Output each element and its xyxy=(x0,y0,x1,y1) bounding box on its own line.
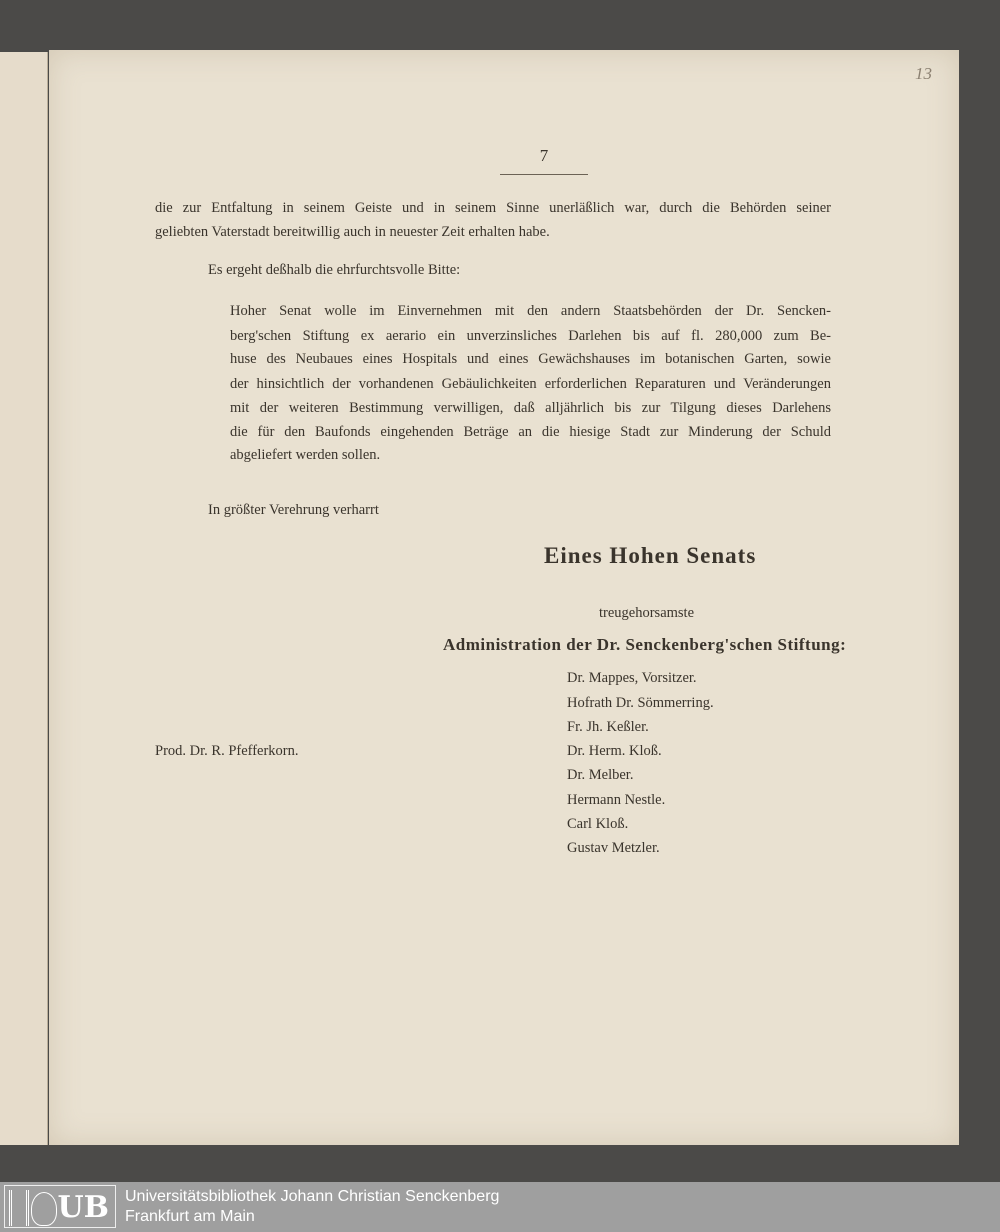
prod-line: Prod. Dr. R. Pfefferkorn. xyxy=(155,743,299,759)
signatory: Carl Kloß. xyxy=(567,816,629,832)
signatory: Dr. Melber. xyxy=(567,767,634,783)
request-line: Hoher Senat wolle im Einvernehmen mit den andern Staatsbehörden der Dr. Sencken- xyxy=(230,303,831,319)
request-line: der hinsichtlich der vorhandenen Gebäulichkeiten erforderlichen Reparaturen und Veränderungen xyxy=(230,376,831,392)
paragraph-line: die zur Entfaltung in seinem Geiste und in seinem Sinne unerläßlich war, durch die Behörden seiner xyxy=(155,200,831,216)
request-line: die für den Baufonds eingehenden Beträge an die hiesige Stadt zur Minderung der Schuld xyxy=(230,424,831,440)
logo-columns-icon xyxy=(9,1190,29,1226)
library-city: Frankfurt am Main xyxy=(125,1208,255,1225)
request-intro: Es ergeht deßhalb die ehrfurchtsvolle Bitte: xyxy=(208,262,461,278)
closing-line: In größter Verehrung verharrt xyxy=(208,502,379,518)
request-line: berg'schen Stiftung ex aerario ein unverzinsliches Darlehen bis auf fl. 280,000 zum Be- xyxy=(230,328,831,344)
page-number: 7 xyxy=(539,146,549,165)
paragraph-line: geliebten Vaterstadt bereitwillig auch in neuester Zeit erhalten habe. xyxy=(155,224,550,240)
signatory: Hofrath Dr. Sömmerring. xyxy=(567,695,714,711)
logo-text: UB xyxy=(57,1190,109,1225)
library-name: Universitätsbibliothek Johann Christian Senckenberg xyxy=(125,1188,500,1205)
library-footer xyxy=(0,1182,1000,1232)
request-line: mit der weiteren Bestimmung verwilligen, daß alljährlich bis zur Tilgung dieses Darlehens xyxy=(230,400,831,416)
facing-page-edge xyxy=(0,52,48,1145)
salutation-heading: Eines Hohen Senats xyxy=(544,543,757,568)
signatory: Dr. Herm. Kloß. xyxy=(567,743,662,759)
document-page xyxy=(49,50,959,1145)
signatory: Dr. Mappes, Vorsitzer. xyxy=(567,670,697,686)
library-logo[interactable] xyxy=(4,1185,116,1228)
page-number-rule xyxy=(500,174,588,175)
logo-portrait-icon xyxy=(31,1192,57,1226)
archive-page-mark: 13 xyxy=(915,64,932,83)
devotion-text: treugehorsamste xyxy=(599,605,695,621)
signatory: Hermann Nestle. xyxy=(567,792,666,808)
signatory: Gustav Metzler. xyxy=(567,840,660,856)
request-line: huse des Neubaues eines Hospitals und eines Gewächshauses im botanischen Garten, sowie xyxy=(230,351,831,367)
administration-heading: Administration der Dr. Senckenberg'schen Stiftung: xyxy=(443,635,847,654)
request-line: abgeliefert werden sollen. xyxy=(230,447,381,463)
signatory: Fr. Jh. Keßler. xyxy=(567,719,649,735)
